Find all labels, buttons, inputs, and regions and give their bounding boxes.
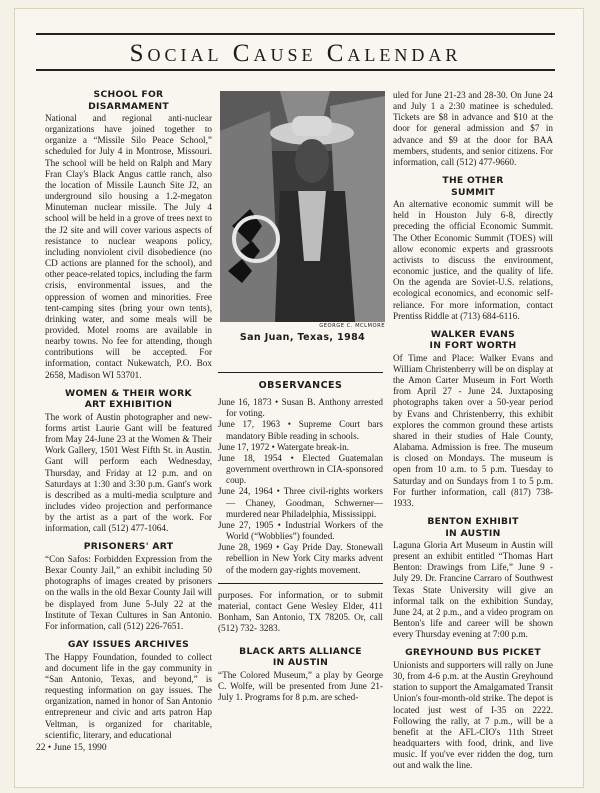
observance-item: June 16, 1873 • Susan B. Anthony arrested for voting.	[218, 397, 383, 419]
column-left	[45, 90, 212, 749]
observances-rule-top	[218, 372, 383, 373]
observance-item: June 28, 1969 • Gay Pride Day. Stonewall rebellion in New York City marks advent of the modern gay-rights movement.	[218, 542, 383, 575]
photo-credit: GEORGE C. MCLMORE	[319, 323, 385, 329]
article-title: BENTON EXHIBIT	[427, 516, 519, 527]
article-title: ART EXHIBITION	[84, 399, 173, 411]
article-title: GREYHOUND BUS PICKET	[405, 647, 541, 659]
article-body: The work of Austin photographer and new-forms artist Laurie Gant will be featured from May 24-June 23 at the Women & Their Work Gallery, 1501 West Fifth St. in Austin. Gant will perform each Wednesday, Thursday, and Friday at 12 p.m. and on Saturdays at 1:30 and 3:30 p.m. Gant's work is described as a multi-media sculpture and includes video projection and performance by the artist as a part of the work. For information, call (512) 477-1064.	[45, 411, 212, 534]
article-title: THE OTHER	[442, 175, 504, 187]
article-title: IN AUSTIN	[445, 527, 501, 539]
article-gay	[45, 640, 212, 741]
article-body: purposes. For information, or to submit material, contact Gene Wesley Elder, 411 Bonham, San Antonio, TX 78205. Or, call (512) 732- 3283.	[218, 590, 383, 634]
article-body: “Con Safos: Forbidden Expression from the Bexar County Jail,” an exhibit including 50 photographs of images created by prisoners on the walls in the old Bexar County Jail will be displayed from June 5-July 22 at the Institute of Texan Cultures in San Antonio. For information, call (512) 226-7651.	[45, 553, 212, 631]
photo-man-with-flag	[220, 91, 385, 322]
column-middle-lower	[218, 590, 383, 711]
observances-title: OBSERVANCES	[258, 380, 343, 391]
observances-rule-bottom	[218, 583, 383, 584]
column-right	[393, 90, 553, 779]
article-title: WALKER EVANS	[430, 328, 516, 340]
masthead-title: Social Cause Calendar	[129, 40, 462, 67]
article-body: Of Time and Place: Walker Evans and William Christenberry will be on display at the Amon Carter Museum in Fort Worth from April 27 - June 24. Juxtaposing photographs taken over a 50-year period by Evans and Christenberry, this exhibit explores the common ground these artists shared in their studies of Hale County, Alabama. Admission is free. The museum is closed on Mondays. The museum is open from 10 a.m. to 5 p.m. Tuesday to Saturday and on Sundays from 1 to 5 p.m. For further information, call (817) 738-1933.	[393, 352, 553, 508]
article-title: WOMEN & THEIR WORK	[65, 387, 192, 399]
article-body: National and regional anti-nuclear organizations have joined together to organize a “Missile Silo Peace School,” scheduled for July 4 in Montrose, Missouri. The school will be held on Ralph and Mary Fran Clay's Black Angus cattle ranch, also the location of Missile Launch Site J2, an underground silo housing a 1.2-megaton Minuteman nuclear missile. The July 4 school will be held in a grove of trees next to the J2 site and will cover various aspects of resistance to nuclear weapons policy, including nonviolent civil disobedience (no CD actions are planned for the school), and other peace-related topics, including the farm crisis, environmental issues, and the oppression of women and minorities. Free tent-camping sites (bring your own tents), drinking water, and some meals will be provided. Motel rooms are available in nearby towns. No fee for attending, though contributions will be accepted. For information, contact Nukewatch, P.O. Box 2658, Madison WI 53701.	[45, 113, 212, 380]
article-body: “The Colored Museum,” a play by George C. Wolfe, will be presented from June 21-July 1. Programs for 8 p.m. are sched-	[218, 669, 383, 702]
article-title: SCHOOL FOR	[93, 89, 164, 100]
article-title: IN AUSTIN	[272, 657, 329, 669]
article-title: SUMMIT	[451, 186, 495, 198]
article-title: DISARMAMENT	[88, 100, 169, 112]
article-prisoners	[45, 542, 212, 632]
photo-illustration	[220, 91, 385, 322]
observance-item: June 17, 1972 • Watergate break-in.	[218, 441, 349, 452]
article-body: The Happy Foundation, founded to collect and document life in the gay community in “San Antonio, Texas, and beyond,” is requesting information on gay issues. The organization, named in honor of San Antonio entrepreneur and civic and arts patron Hap Veltman, is organized for charitable, scientific, literary, and educational	[45, 651, 212, 740]
observance-item: June 24, 1964 • Three civil-rights workers — Chaney, Goodman, Schwerner—murdered near Philadelphia, Mississippi.	[218, 486, 383, 519]
masthead-rule-top	[36, 33, 555, 35]
article-title: PRISONERS' ART	[83, 541, 174, 553]
article-title: BLACK ARTS ALLIANCE	[239, 645, 362, 657]
observance-item: June 18, 1954 • Elected Guatemalan government overthrown in CIA-sponsored coup.	[218, 452, 383, 486]
observances	[218, 380, 383, 576]
article-body: Laguna Gloria Art Museum in Austin will present an exhibit entitled “Thomas Hart Benton: Drawings from Life,” June 9 - July 29. Dr. Francine Carraro of Southwest Texas State University will give an informal talk on the exhibition Sunday, June 24, at 2 p.m., and a video program on Benton's life and career will be shown every Thursday evening at 7:00 p.m.	[393, 540, 553, 640]
observance-item: June 17, 1963 • Supreme Court bars mandatory Bible reading in schools.	[218, 419, 383, 441]
photo-caption: San Juan, Texas, 1984	[239, 332, 366, 343]
article-body: An alternative economic summit will be held in Houston July 6-8, directly preceding the official Economic Summit. The Other Economic Summit (TOES) will allow economic experts and grassroots activists to discuss the environment, economic justice, and the quality of life. On the agenda are Soviet-U.S. relations, ecological economics, and economic self-reliance. For more information, contact Prentiss Riddle at (713) 684-6116.	[393, 199, 553, 321]
article-body: uled for June 21-23 and 28-30. On June 24 and July 1 a 2:30 matinee is scheduled. Tickets are $8 in advance and $10 at the door for general admission and $7 in advance and $9 at the door for BAA members, students, and senior citizens. For information, call (512) 477-9660.	[393, 90, 553, 167]
article-silo	[45, 90, 212, 381]
masthead-rule-bottom	[36, 69, 555, 71]
article-women	[45, 389, 212, 535]
observance-item: June 27, 1905 • Industrial Workers of the World (“Wobblies”) founded.	[218, 519, 383, 542]
article-title: IN FORT WORTH	[429, 340, 517, 352]
article-title: GAY ISSUES ARCHIVES	[67, 639, 190, 651]
page-footer: 22 • June 15, 1990	[36, 743, 107, 753]
article-body: Unionists and supporters will rally on June 30, from 4-6 p.m. at the Austin Greyhound station to support the Amalgamated Transit Union's four-month-old strike. The depot is located just west of I-35 on 2222. Following the rally, at 7 p.m., will be a benefit at the AFL-CIO's 11th Street headquarters with food, drink, and live music. If you've ever ridden the dog, turn out and walk the line.	[393, 659, 553, 771]
